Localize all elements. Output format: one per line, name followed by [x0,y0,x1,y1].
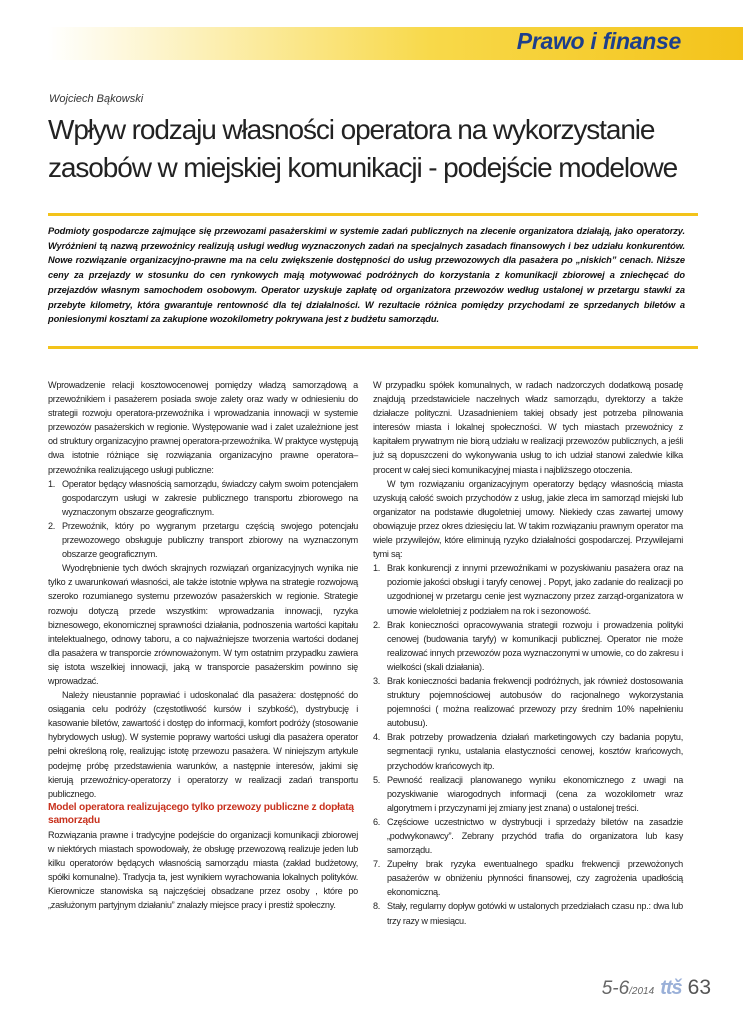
list-item-text: Częściowe uczestnictwo w dystrybucji i sprzedaży biletów na zasadzie „podwykonawcy”. Zebrany przychód trafia do organizatora lub kasy samorządu. [387,816,683,856]
magazine-logo: ttš [660,977,682,999]
right-paragraph-1: W przypadku spółek komunalnych, w radach nadzorczych dodatkową posadę znajdują przedstawiciele naczelnych władz samorządu, dyrektorzy a także działacze polityczni. Uzasadnieniem takiej obsady jest potrzeba pilnowania interesów miasta i lokalnej społeczności. W tych miastach przewoźnicy z kapitałem prywatnym nie biorą udziału w realizacji przewozów publicznych, a jeśli już są dopuszczeni do wykonywania usług to ich udział stanowi zaledwie kilka procent w całej sieci komunikacyjnej miasta i najbliższego otoczenia. [373,380,683,475]
list-item-text: Przewoźnik, który po wygranym przetargu częścią swojego potencjału przewozowego obsługuje publiczny transport zbiorowy na wyznaczonym obszarze geograficznym. [62,520,358,560]
list-item [48,519,358,561]
left-intro-paragraph: Wprowadzenie relacji kosztowocenowej pomiędzy władzą samorządową a przewoźnikiem i pasażerem posiada swoje zalety oraz wady w odniesieniu do strategii rozwoju operatora-przewoźnika i wprowadzania innowacji w systemie przewozów pasażerskich w regionie. Występowanie wad i zalet uzależnione jest od struktury organizacyjno prawnej operatora-przewoźnika. W praktyce występują dwa istotnie różniące się rozwiązania organizacyjno prawne operatora– przewoźnika realizującego usługi publiczne: [48,380,358,475]
issue-number: 5-6 [601,978,630,999]
list-item-number: 6. [373,816,381,827]
left-paragraph-3: Należy nieustannie poprawiać i udoskonalać dla pasażera: dostępność do osiągania celu podróży (częstotliwość kursów i szybkość), dystrybucję i kasowanie biletów, zawartość i dostęp do informacji, komfort podróży (stosowanie hybrydowych usług). W systemie poprawy wartości usługi dla pasażera operator pełni określoną rolę, realizując istotę przewozu pasażera. W niniejszym artykule podejmę próbę przedstawienia warunków, a następnie interesów, jakimi się kierują przewoźnicy-operatorzy i operatorzy w realizacji zadań transportu publicznego. [48,690,358,799]
list-item [373,730,683,772]
list-item [373,674,683,730]
list-item [373,561,683,617]
list-item [373,773,683,815]
list-item-number: 2. [48,520,56,531]
list-item-text: Zupełny brak ryzyka ewentualnego spadku frekwencji przewożonych pasażerów w obniżeniu płynności finansowej, czy zagrożenia upadłością ekonomiczną. [387,859,683,898]
page-number: 63 [687,976,711,999]
article-author: Wojciech Bąkowski [49,93,144,105]
page-footer [602,976,711,1000]
list-item-text: Operator będący własnością samorządu, świadczy całym swoim potencjałem gospodarczym usługi w zakresie publicznego transportu zbiorowego na wyznaczonym obszarze geograficznym. [62,478,358,517]
section-title: Prawo i finanse [516,28,681,54]
list-item-number: 3. [373,675,381,686]
list-item [48,477,358,519]
article-abstract: Podmioty gospodarcze zajmujące się przewozami pasażerskimi w systemie zadań publicznych na zlecenie organizatora działają, jako operatorzy. Wyróżnieni tą nazwą przewoźnicy realizują usługi według wyznaczonych zadań na specjalnych zasadach finansowych i bez udziału konkurentów. Nowe rozwiązanie organizacyjno-prawne ma na celu zwiększenie dostępności do usług przewozowych dla pasażera po „niskich” cenach. Niższe ceny za przejazdy w stosunku do cen rynkowych mają motywować podróżnych do korzystania z komunikacji zbiorowej a zniechęcać do przejazdów własnym samochodem osobowym. Operator uzyskuje zapłatę od organizatora przewozów według ustalonej w przetargu stawki za przebyte kilometry, która gwarantuje rentowność dla tej działalności. W rezultacie różnica pomiędzy przychodami ze sprzedanych biletów a poniesionymi kosztami za zakupione wozokilometry pokrywana jest z budżetu samorządu. [48,226,685,325]
right-paragraph-2: W tym rozwiązaniu organizacyjnym operatorzy będący własnością miasta uzyskują całość swoich przychodów z usług, jakie zleca im samorząd miejski lub organizator na podstawie długoletniej umowy. Niekiedy czas zawartej umowy obowiązuje przez okres dziesięciu lat. W takim rozwiązaniu prawnym operator ma wiele przywilejów, które eliminują ryzyko działalności gospodarczej. Przywilejami tymi są: [373,478,683,560]
list-item-number: 1. [373,563,381,574]
list-item-text: Stały, regularny dopływ gotówki w ustalonych przedziałach czasu np.: dwa lub trzy razy w miesiącu. [387,901,683,926]
list-item-text: Brak konieczności opracowywania strategii rozwoju i prowadzenia polityki cenowej (budowania taryfy) w komunikacji publicznej. Operator nie może realizować innych przewozów poza wyznaczonymi w umowie, co do zakresu i wielkości (skali działania). [387,619,683,672]
left-numbered-list [48,477,358,562]
left-paragraph-4: Rozwiązania prawne i tradycyjne podejście do organizacji komunikacji zbiorowej w niektórych miastach spowodowały, że obsługę przewozową realizuje jeden lub kilku operatorów będących własnością samorządu miasta (zakład budżetowy, spółki komunalne). Tradycja ta, jest wynikiem wyrachowania lokalnych polityków. Kierownicze stanowiska są najczęściej obsadzane przez osoby , które po „zasłużonym partyjnym działaniu” znalazły miejsce pracy i prestiż społeczny. [48,829,358,911]
list-item-number: 2. [373,619,381,630]
left-paragraph-2: Wyodrębnienie tych dwóch skrajnych rozwiązań organizacyjnych wynika nie tylko z uwarunkowań własności, ale także istotnie wpływa na strategie rozwojową szeroko rozumianego systemu przewozów pasażerskich w regionie. Strategie rozwoju dotyczą przede wszystkim: wprowadzania innowacji, ryzyka biznesowego, ekonomicznej sprawności działania, podnoszenia wartości kapitału intelektualnego, odnowy taboru, a co najważniejsze tworzenia wartości dodanej dla pasażera w transporcie zrównoważonym. W tym ostatnim przypadku zawiera się istota wszelkiej innowacji, jaką w transporcie pasażerskim powinno się wprowadzać. [48,563,358,686]
list-item-number: 5. [373,774,381,785]
right-column [373,378,683,928]
right-numbered-list [373,561,683,927]
list-item-number: 1. [48,478,56,489]
list-item-text: Brak konkurencji z innymi przewoźnikami w pozyskiwaniu pasażera oraz na poziomie jakości obsługi i taryfy cenowej . Popyt, jako zadanie do realizacji po uzgodnionej w przetargu cenie jest wyznaczony przez zarząd-organizatora w umowie wieloletniej z podziałem na rok i sezonowość. [387,563,683,616]
list-item [373,815,683,857]
list-item [373,899,683,927]
list-item-number: 4. [373,732,381,743]
list-item [373,618,683,674]
left-column [48,378,358,912]
section-subheading: Model operatora realizującego tylko przewozy publiczne z dopłatą samorządu [48,801,354,827]
article-title: Wpływ rodzaju własności operatora na wykorzystanie zasobów w miejskiej komunikacji - podejście modelowe [48,114,678,183]
list-item-number: 7. [373,859,381,870]
issue-year: /2014 [629,986,655,997]
list-item-text: Brak potrzeby prowadzenia działań marketingowych czy badania popytu, segmentacji rynku, ustalania elastyczności cenowej, kosztów krańcowych, przychodów krańcowych itp. [387,732,683,771]
list-item-number: 8. [373,901,381,912]
issue-label [602,978,655,1000]
list-item-text: Pewność realizacji planowanego wyniku ekonomicznego z uwagi na pozyskiwanie wiarogodnych informacji (cena za wozokilometr wraz algorytmem i przyczynami jej zmiany jest znana) o ustalonej treści. [387,774,683,813]
list-item-text: Brak konieczności badania frekwencji podróżnych, jak również dostosowania struktury pojemnościowej autobusów do racjonalnego wykorzystania pojemności ( można realizować przewozy przy średnim 10% napełnieniu autobusu). [387,675,683,729]
list-item [373,857,683,899]
